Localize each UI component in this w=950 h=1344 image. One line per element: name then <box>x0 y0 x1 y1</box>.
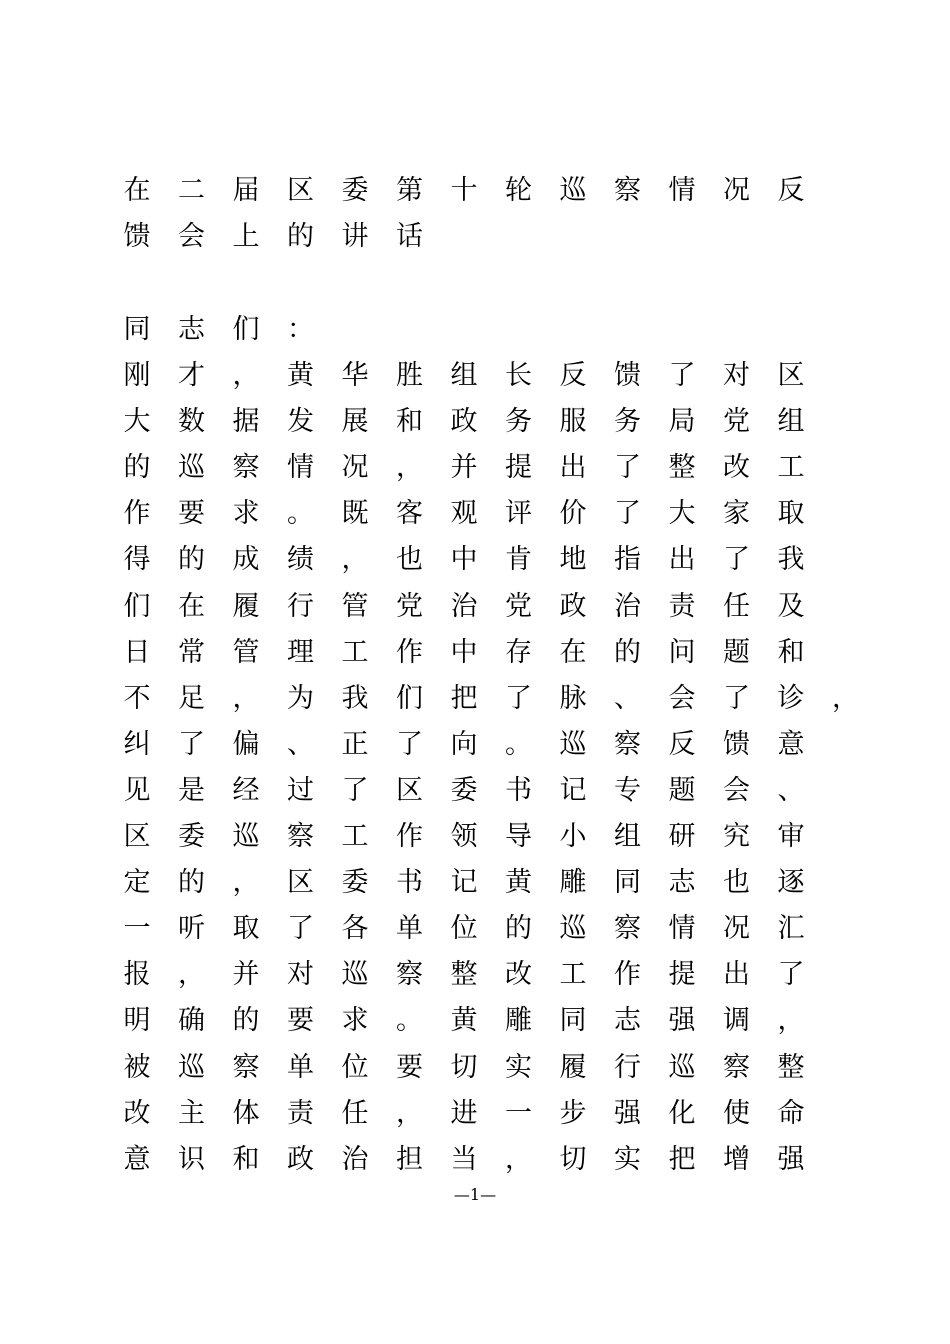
body-line: 得 的 成 绩 ， 也 中 肯 地 指 出 了 我 <box>123 544 805 576</box>
body-line: 刚 才 ， 黄 华 胜 组 长 反 馈 了 对 区 <box>123 360 805 391</box>
body-line: 的 巡 察 情 况 ， 并 提 出 了 整 改 工 <box>123 452 805 484</box>
body-line: 纠 了 偏 、 正 了 向 。 巡 察 反 馈 意 <box>123 728 805 760</box>
body-line: 被 巡 察 单 位 要 切 实 履 行 巡 察 整 <box>123 1051 805 1083</box>
salutation-line: 同 志 们 ： <box>123 314 314 345</box>
title-line: 馈 会 上 的 讲 话 <box>123 221 423 252</box>
body-line: 日 常 管 理 工 作 中 存 在 的 问 题 和 <box>123 636 805 668</box>
body-line: 见 是 经 过 了 区 委 书 记 专 题 会 、 <box>123 774 805 806</box>
body-line: 定 的 ， 区 委 书 记 黄 雕 同 志 也 逐 <box>123 867 805 899</box>
body-line: 作 要 求 。 既 客 观 评 价 了 大 家 取 <box>123 498 805 530</box>
page-number: —1— <box>453 1185 497 1204</box>
body-line: 大 数 据 发 展 和 政 务 服 务 局 党 组 <box>123 406 805 438</box>
body-line: 意 识 和 政 治 担 当 ， 切 实 把 增 强 <box>123 1143 805 1175</box>
body-line: 改 主 体 责 任 ， 进 一 步 强 化 使 命 <box>123 1097 805 1129</box>
body-line: 区 委 巡 察 工 作 领 导 小 组 研 究 审 <box>123 821 805 852</box>
title-line: 在 二 届 区 委 第 十 轮 巡 察 情 况 反 <box>123 175 805 206</box>
body-line: 不 足 ， 为 我 们 把 了 脉 、 会 了 诊 ， <box>123 682 859 714</box>
body-line: 报 ， 并 对 巡 察 整 改 工 作 提 出 了 <box>123 959 805 991</box>
body-line: 们 在 履 行 管 党 治 党 政 治 责 任 及 <box>123 590 805 622</box>
body-line: 明 确 的 要 求 。 黄 雕 同 志 强 调 ， <box>123 1005 805 1037</box>
body-line: 一 听 取 了 各 单 位 的 巡 察 情 况 汇 <box>123 913 805 945</box>
